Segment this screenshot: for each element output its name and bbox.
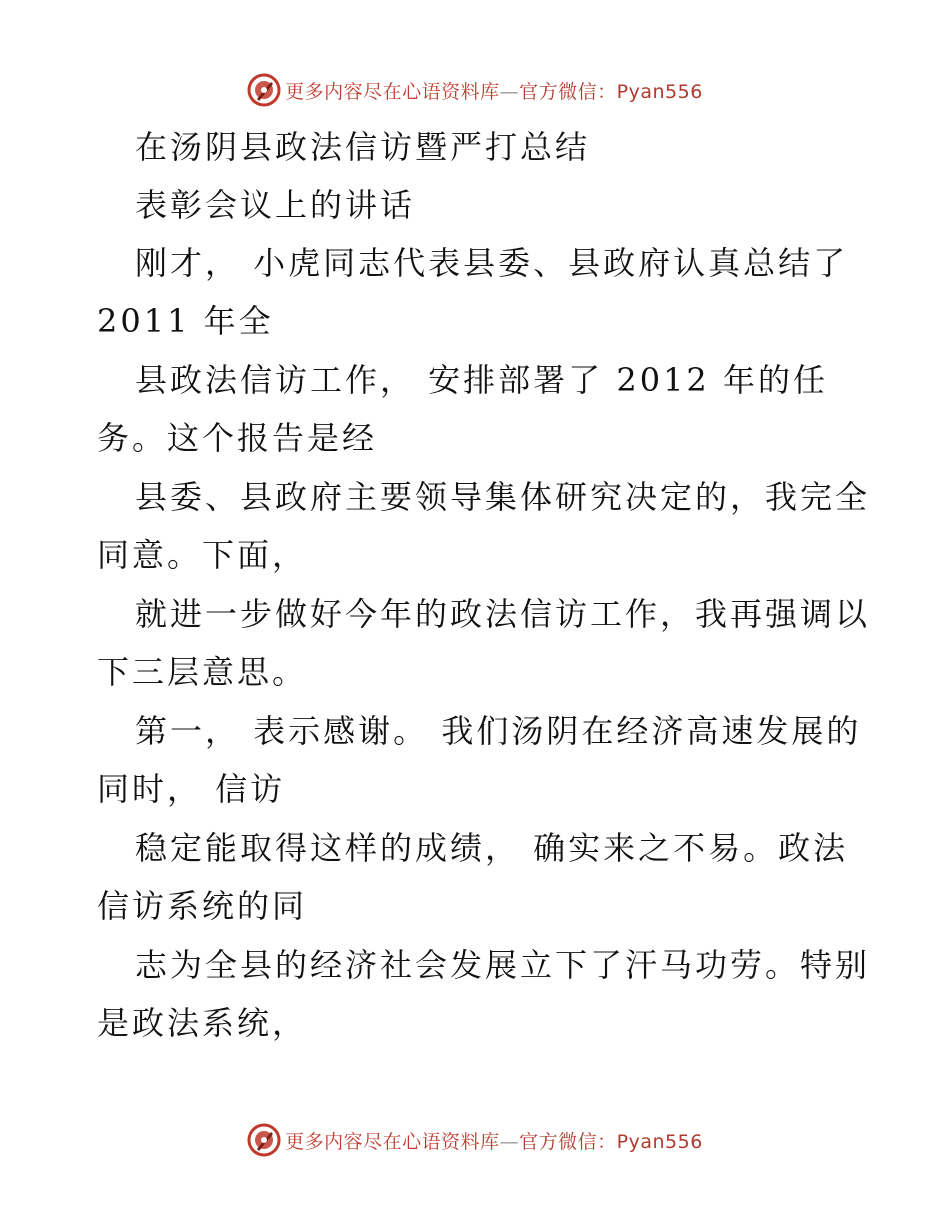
doc-line: 信访系统的同 <box>97 887 308 925</box>
doc-line: 同时， 信访 <box>97 770 286 808</box>
header-banner <box>0 70 950 110</box>
banner-separator: — <box>499 80 520 103</box>
doc-title-line-2: 表彰会议上的讲话 <box>135 186 416 224</box>
banner-main-text: 更多内容尽在心语资料库 <box>285 80 500 103</box>
doc-line: 下三层意思。 <box>97 653 308 691</box>
banner-wechat-text: 官方微信：Pyan556 <box>519 80 703 103</box>
doc-line: 志为全县的经济社会发展立下了汗马功劳。特别 <box>135 946 871 984</box>
doc-title-line-1: 在汤阴县政法信访暨严打总结 <box>135 128 591 166</box>
quill-seal-icon <box>247 1123 281 1157</box>
banner-wechat-text: 官方微信：Pyan556 <box>519 1130 703 1153</box>
doc-line: 第一， 表示感谢。 我们汤阴在经济高速发展的 <box>135 712 862 750</box>
doc-line: 同意。下面， <box>97 536 308 574</box>
doc-line: 刚才， 小虎同志代表县委、县政府认真总结了 <box>135 244 849 282</box>
banner-main-text: 更多内容尽在心语资料库 <box>285 1130 500 1153</box>
doc-line: 县委、县政府主要领导集体研究决定的，我完全 <box>135 478 871 516</box>
doc-line: 务。这个报告是经 <box>97 419 378 457</box>
doc-line: 县政法信访工作， 安排部署了 2012 年的任 <box>135 361 828 399</box>
doc-line: 稳定能取得这样的成绩， 确实来之不易。政法 <box>135 829 849 867</box>
banner-separator: — <box>499 1130 520 1153</box>
doc-line: 是政法系统， <box>97 1004 308 1042</box>
doc-line: 就进一步做好今年的政法信访工作，我再强调以 <box>135 595 871 633</box>
footer-banner <box>0 1120 950 1160</box>
quill-seal-icon <box>247 73 281 107</box>
doc-line: 2011 年全 <box>97 302 274 340</box>
